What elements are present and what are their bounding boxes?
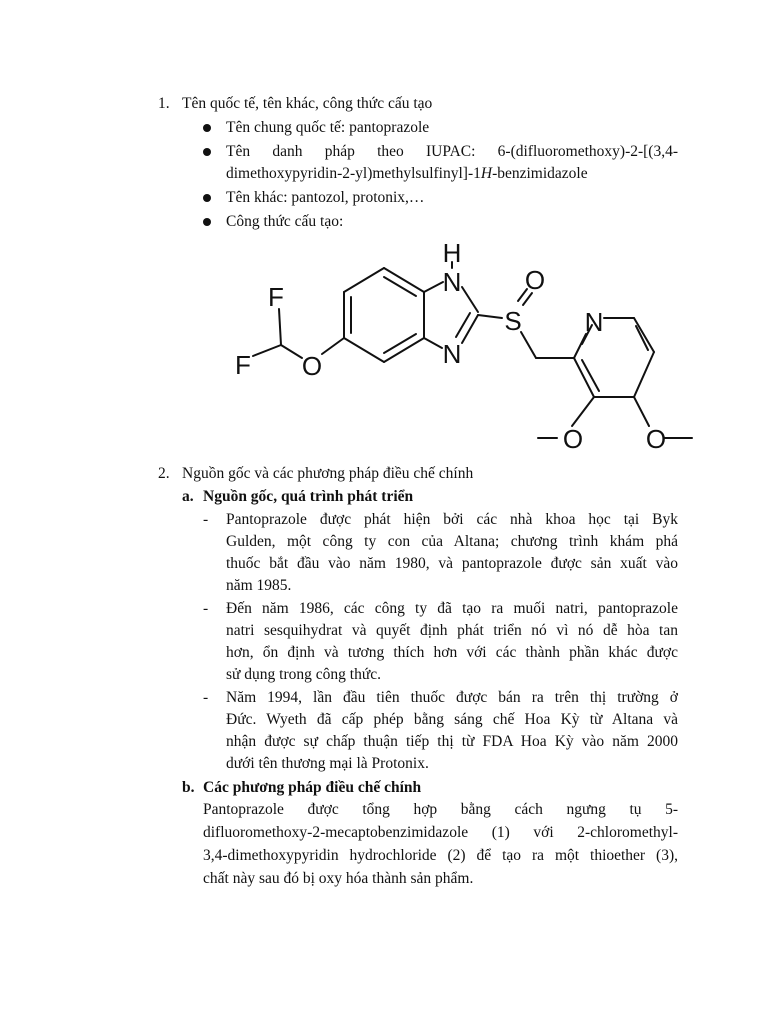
pantoprazole-structure xyxy=(0,0,768,470)
section-1-number: 1. xyxy=(158,95,170,112)
paragraph-line-3: 3,4-dimethoxypyridin hydrochloride (2) để tạo ra một thioether (3), xyxy=(203,847,678,864)
item-3-line-2: Đức. Wyeth đã cấp phép bằng sáng chế Hoa Kỳ từ Altana và xyxy=(226,711,678,728)
bullet-text-2-line-1: Tên danh pháp theo IUPAC: 6-(difluoromethoxy)-2-[(3,4- xyxy=(226,143,678,160)
paragraph-line-1: Pantoprazole được tổng hợp bằng cách ngưng tụ 5- xyxy=(203,801,678,818)
section-2-number: 2. xyxy=(158,465,170,482)
atom-n-pyridine: N xyxy=(584,307,604,337)
item-1-line-4: năm 1985. xyxy=(226,577,292,594)
atom-o-methoxy-2: O xyxy=(645,424,667,454)
dash-marker: - xyxy=(203,511,209,528)
item-2-line-2: natri sesquihydrat và quyết định phát triển nó vì nó dễ hòa tan xyxy=(226,622,678,639)
paragraph-line-2: difluoromethoxy-2-mecaptobenzimidazole (1) với 2-chloromethyl- xyxy=(203,824,678,841)
atom-n-imidazole-2: N xyxy=(442,339,462,369)
dash-marker: - xyxy=(203,689,209,706)
atom-n-imidazole-1: N xyxy=(442,267,462,297)
atom-h: H xyxy=(442,238,462,268)
atom-o-sulfinyl: O xyxy=(524,265,546,295)
subsection-a-title: Nguồn gốc, quá trình phát triển xyxy=(203,488,414,505)
bullet-text-2-line-2: dimethoxypyridin-2-yl)methylsulfinyl]-1H-benzimidazole xyxy=(226,165,588,182)
atom-o-ether: O xyxy=(301,351,323,381)
item-1-line-2: Gulden, một công ty con của Altana; chương trình khám phá xyxy=(226,533,678,550)
section-1-title: Tên quốc tế, tên khác, công thức cấu tạo xyxy=(182,95,433,112)
subsection-b-title: Các phương pháp điều chế chính xyxy=(203,779,422,796)
dash-marker: - xyxy=(203,600,209,617)
atom-o-methoxy-1: O xyxy=(562,424,584,454)
item-3-line-3: nhận được sự chấp thuận tiếp thị từ FDA Hoa Kỳ vào năm 2000 xyxy=(226,733,678,750)
item-1-line-1: Pantoprazole được phát hiện bởi các nhà khoa học tại Byk xyxy=(226,511,678,528)
item-2-line-4: sử dụng trong công thức. xyxy=(226,666,381,683)
item-2-line-1: Đến năm 1986, các công ty đã tạo ra muối natri, pantoprazole xyxy=(226,600,678,617)
section-2-title: Nguồn gốc và các phương pháp điều chế chính xyxy=(182,465,474,482)
atom-f-1: F xyxy=(268,282,284,312)
paragraph-line-4: chất này sau đó bị oxy hóa thành sản phẩm. xyxy=(203,870,474,887)
item-3-line-4: dưới tên thương mại là Protonix. xyxy=(226,755,429,772)
atom-s: S xyxy=(504,306,522,336)
atom-f-2: F xyxy=(235,350,251,380)
subsection-b-label: b. xyxy=(182,779,195,796)
bullet-text-4: Công thức cấu tạo: xyxy=(226,213,344,230)
bullet-text-1: Tên chung quốc tế: pantoprazole xyxy=(226,119,430,136)
item-3-line-1: Năm 1994, lần đầu tiên thuốc được bán ra trên thị trường ở xyxy=(226,689,678,706)
subsection-a-label: a. xyxy=(182,488,194,505)
item-2-line-3: hơn, ổn định và tương thích hơn với các thành phần khác được xyxy=(226,644,678,661)
bullet-text-3: Tên khác: pantozol, protonix,… xyxy=(226,189,425,206)
item-1-line-3: thuốc bắt đầu vào năm 1980, và pantoprazole được sản xuất vào xyxy=(226,555,678,572)
